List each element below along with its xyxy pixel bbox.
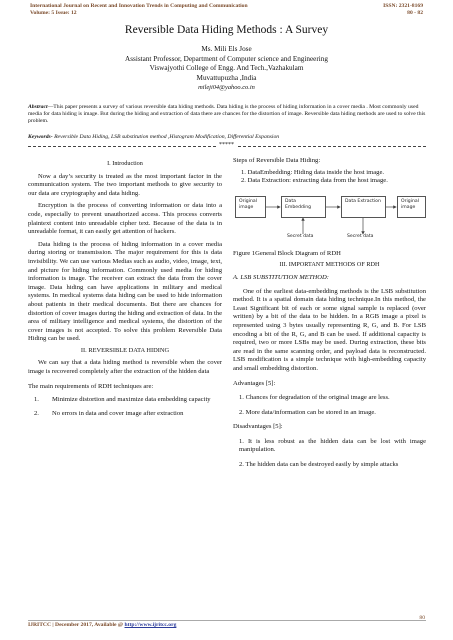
list-item: 2. The hidden data can be destroyed easily by simple attacks (239, 461, 399, 469)
right-column (233, 157, 426, 470)
paragraph: We can say that a data hiding method is reversible when the cover image is recovered completely after the extraction of the hidden data (28, 359, 222, 376)
author-position: Assistant Professor, Department of Computer science and Engineering (125, 54, 328, 63)
list-item: 1. Minimize distortion and maximize data embedding capacity (34, 396, 211, 404)
list-item: 2. Data Extraction: extracting data from the host image. (241, 177, 388, 185)
footer-link[interactable]: http://www.ijritcc.org (124, 622, 177, 628)
list-item: 1. It is less robust as the hidden data can be lost with image manipulation. (239, 437, 426, 454)
rdh-block-diagram (233, 188, 426, 246)
abstract-text: —This paper presents a survey of various reversible data hiding methods. Data hiding is the process of hiding information in a cover media . Most commonly used media for data hiding is image. But during the hiding and extraction of data there are chances for the distortion of image. Reversible data hiding methods are used to solve this problem. (28, 104, 426, 125)
section-heading-rdh: II. REVERSIBLE DATA HIDING (80, 346, 170, 354)
journal-volume: Volume: 5 Issue: 12 (30, 10, 77, 16)
footer-rule (28, 620, 426, 621)
footer (28, 622, 426, 628)
keywords-text: Reversible Data Hiding, LSB substitution method ,Histogram Modification, Differential Expansion (52, 134, 280, 140)
paragraph: Now a day’s security is treated as the most important factor in the communication system. The two important methods to give security to our data are cryptography and data hiding. (28, 172, 222, 197)
separator-stars: ***** (219, 142, 234, 148)
keywords-label: Keywords- (28, 134, 53, 140)
subsection-heading-lsb: A. LSB SUBSTITUTION METHOD: (233, 273, 329, 281)
abstract (28, 104, 426, 126)
left-column (28, 157, 222, 418)
list-item: 1. DataEmbedding: Hiding data inside the host image. (241, 168, 385, 176)
list-item: 2. More data/information can be stored in an image. (239, 408, 376, 416)
list-item: 2. No errors in data and cover image after extraction (34, 409, 184, 417)
paper-title: Reversible Data Hiding Methods : A Survey (124, 24, 329, 36)
journal-pages: 80 - 82 (407, 10, 423, 16)
list-item: 1. Chances for degradation of the original image are less. (239, 394, 390, 402)
diagram-box-original-image: Original image (397, 196, 426, 218)
section-heading-introduction: I. Introduction (107, 160, 143, 167)
diagram-label-secret-data: Secret data (287, 233, 314, 239)
steps-title: Steps of Reversible Data Hiding: (233, 157, 321, 164)
paragraph: One of the earliest data-embedding methods is the LSB substitution method. It is a spatial domain data hiding technique.In this method, the Least Significant bit of each or some signal sample is replaced (over written) by a bit of the data to be hidden. In a RGB image a pixel is represented using 3 bytes usually representing R, G, and B. For LSB encoding a bit of the R, G, and B can be used. If additional capacity is required, two or more LSBs may be used. During extraction, these bits are read in the same scanning order, and payload data is reconstructed. LSB modification is a simple technique with high-embedding capacity and small embedding distortion. (233, 287, 426, 372)
author-place: Muvattupuzha ,India (196, 73, 257, 82)
diagram-box-data-extraction: Data Extraction (341, 196, 386, 218)
journal-issn: ISSN: 2321-8169 (383, 3, 423, 9)
footer-text: IJRITCC | December 2017, Available @ (28, 622, 125, 628)
paragraph: The main requirements of RDH techniques are: (28, 382, 154, 390)
author-institution: Viswajyothi College of Engg. And Tech.,Vazhakulam (149, 64, 304, 73)
diagram-label-secret-data: Secret data (347, 233, 374, 239)
abstract-label: Abstract (28, 104, 48, 110)
section-heading-methods: III. IMPORTANT METHODS OF RDH (279, 261, 380, 269)
paragraph: Encryption is the process of converting information or data into a code, especially to prevent unauthorized access. This process converts plaintext content into unreadable cipher text. Because of the data is in unreadable format, it can easily get attention of hackers. (28, 202, 222, 236)
journal-name: International Journal on Recent and Innovation Trends in Computing and Communication (30, 3, 248, 9)
author-name: Ms. Mili Els Jose (201, 45, 252, 53)
keywords (28, 134, 426, 141)
diagram-box-original-image: Original image (235, 196, 266, 218)
page-number: 80 (419, 615, 425, 621)
advantages-title: Advantages [5]: (233, 379, 276, 387)
author-email: mileji04@yahoo.co.in (198, 84, 255, 92)
disadvantages-title: Disadvantages [5]: (233, 423, 283, 431)
paragraph: Data hiding is the process of hiding information in a cover media during storing or transmission. The major requirement for this is data invisibility. We can use various Medias such as audio, video, image, text, and picture for hiding information. Commonly used media for hiding information is image. The receiver can extract the data from the cover image. Data hiding can have applications in military and medical systems. In medical systems data hiding can be used to hide information about patients in their medical documents. But there are chances for distortion of cover images during the hiding and extraction of data. In the area of military intelligence and medical systems, the distortion of the cover images is not accepted. To solve this problem Reversible Data Hiding can be used. (28, 240, 222, 343)
author-block (0, 45, 453, 93)
diagram-box-data-embedding: Data Embedding (281, 196, 326, 218)
figure-caption: Figure 1General Block Diagram of RDH (233, 249, 341, 257)
